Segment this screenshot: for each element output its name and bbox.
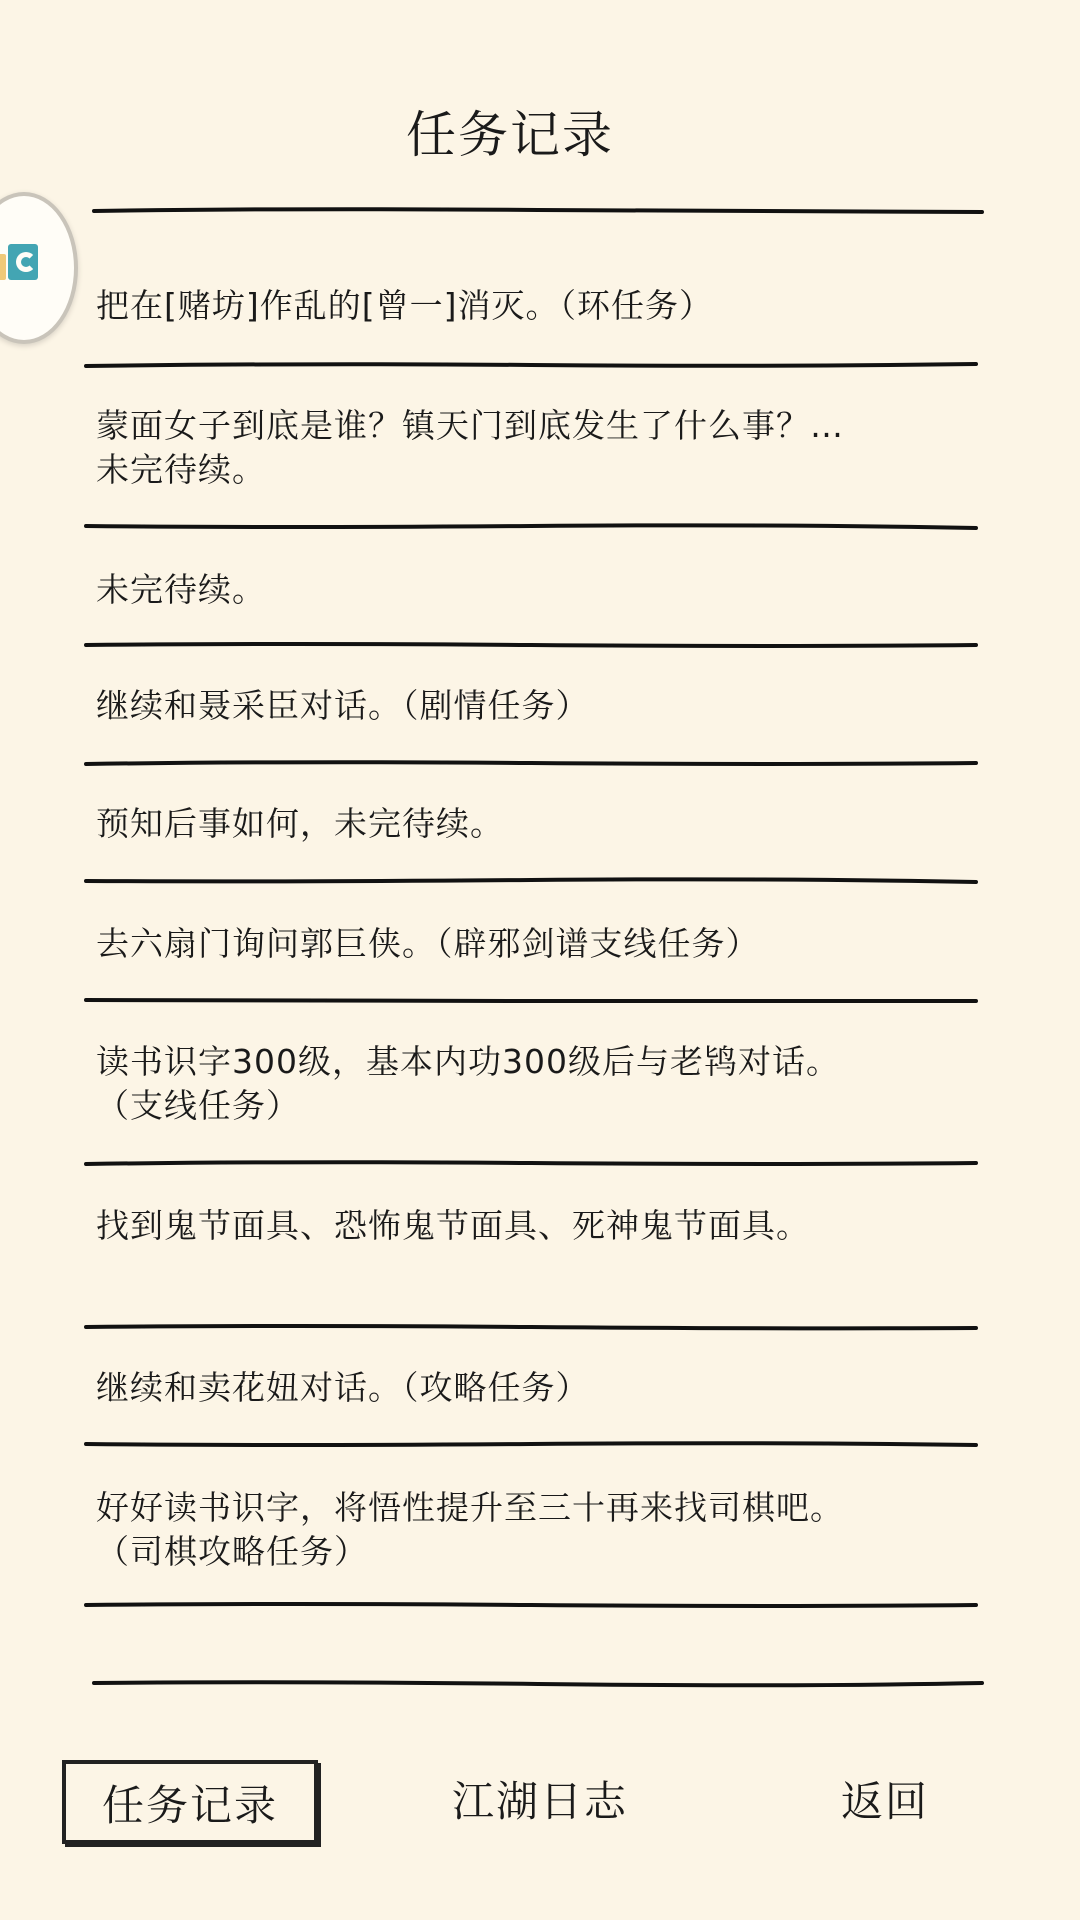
task-entry[interactable]: 好好读书识字，将悟性提升至三十再来找司棋吧。（司棋攻略任务） <box>96 1488 844 1571</box>
divider-line <box>84 758 978 768</box>
tab-task-record[interactable]: 任务记录 <box>62 1760 318 1844</box>
floating-assistant-icon[interactable] <box>0 192 78 344</box>
divider-line <box>84 996 978 1006</box>
divider-line <box>84 1158 978 1168</box>
divider-line <box>84 1440 978 1450</box>
task-entry[interactable]: 读书识字300级，基本内功300级后与老鸨对话。（支线任务） <box>96 1042 840 1125</box>
task-entry[interactable]: 找到鬼节面具、恐怖鬼节面具、死神鬼节面具。 <box>96 1206 810 1245</box>
tab-jianghu-journal[interactable]: 江湖日志 <box>451 1777 628 1826</box>
divider-line <box>84 640 978 650</box>
task-entry[interactable]: 预知后事如何，未完待续。 <box>96 804 504 843</box>
divider-line <box>84 1600 978 1610</box>
badge-logo-shape <box>8 244 38 280</box>
task-entry[interactable]: 把在[赌坊]作乱的[曾一]消灭。（环任务） <box>96 286 713 325</box>
divider-line <box>84 360 978 370</box>
task-entry[interactable]: 继续和卖花妞对话。（攻略任务） <box>96 1368 590 1407</box>
task-entry[interactable]: 未完待续。 <box>96 570 266 609</box>
divider-line <box>84 1322 978 1332</box>
page-title: 任务记录 <box>406 106 614 164</box>
divider-line <box>92 1678 984 1688</box>
task-entry[interactable]: 蒙面女子到底是谁？镇天门到底发生了什么事？…未完待续。 <box>96 406 844 489</box>
badge-accent-shape <box>0 254 6 280</box>
task-entry[interactable]: 去六扇门询问郭巨侠。（辟邪剑谱支线任务） <box>96 924 760 963</box>
divider-line <box>92 206 984 216</box>
back-button[interactable]: 返回 <box>840 1777 929 1826</box>
divider-line <box>84 876 978 886</box>
task-entry[interactable]: 继续和聂采臣对话。（剧情任务） <box>96 686 590 725</box>
divider-line <box>84 522 978 532</box>
